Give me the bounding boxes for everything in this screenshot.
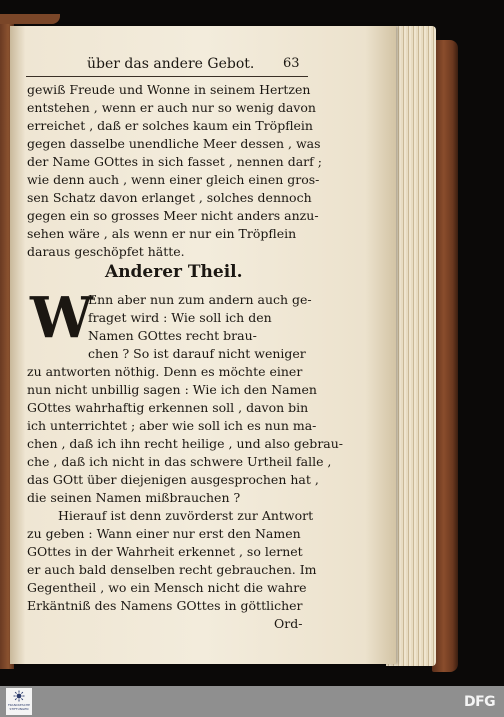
text-line: zu geben : Wann einer nur erst den Namen <box>27 526 301 541</box>
page-number: 63 <box>283 56 300 71</box>
text-line: Hierauf ist denn zuvörderst zur Antwort <box>58 508 314 523</box>
book-cover-top-corner <box>0 14 60 24</box>
text-line: daraus geschöpfet hätte. <box>27 244 185 259</box>
institution-logo[interactable] <box>6 688 32 715</box>
text-line: Gegentheil , wo ein Mensch nicht die wahre <box>27 580 307 595</box>
viewer-footer-bar <box>0 686 504 717</box>
text-line: chen , daß ich ihn recht heilige , und also gebrau- <box>27 436 344 451</box>
section-heading: Anderer Theil. <box>105 262 243 282</box>
text-line: zu antworten nöthig. Denn es möchte einer <box>27 364 303 379</box>
drop-cap: W <box>30 285 93 351</box>
text-line: erreichet , daß er solches kaum ein Tröpflein <box>27 118 313 133</box>
text-line: nun nicht unbillig sagen : Wie ich den Namen <box>27 382 317 397</box>
text-line: gegen ein so grosses Meer nicht anders anzu- <box>27 208 319 223</box>
text-line: Erkäntniß des Namens GOttes in göttlicher <box>27 598 303 613</box>
text-line: fraget wird : Wie soll ich den <box>88 310 272 325</box>
text-line: entstehen , wenn er auch nur so wenig davon <box>27 100 316 115</box>
text-line: gewiß Freude und Wonne in seinem Hertzen <box>27 82 311 97</box>
text-line: er auch bald denselben recht gebrauchen. Im <box>27 562 317 577</box>
logo-text: FRANCKESCHE STIFTUNGEN <box>7 703 31 711</box>
text-line: chen ? So ist darauf nicht weniger <box>88 346 306 361</box>
text-line: che , daß ich nicht in das schwere Urtheil falle , <box>27 454 332 469</box>
text-line: Enn aber nun zum andern auch ge- <box>88 292 312 307</box>
dfg-logo[interactable]: DFG <box>464 694 496 710</box>
text-line: gegen dasselbe unendliche Meer dessen , was <box>27 136 321 151</box>
text-line: GOttes in der Wahrheit erkennet , so lernet <box>27 544 303 559</box>
text-line: der Name GOttes in sich fasset , nennen darf ; <box>27 154 322 169</box>
text-line: sehen wäre , als wenn er nur ein Tröpflein <box>27 226 297 241</box>
running-header: über das andere Gebot. <box>87 56 255 72</box>
text-line: das GOtt über diejenigen ausgesprochen hat , <box>27 472 319 487</box>
text-line: die seinen Namen mißbrauchen ? <box>27 490 241 505</box>
text-line: sen Schatz davon erlanget , solches dennoch <box>27 190 312 205</box>
text-line: ich unterrichtet ; aber wie soll ich es nun ma- <box>27 418 317 433</box>
text-line: GOttes wahrhaftig erkennen soll , davon bin <box>27 400 309 415</box>
text-line: Namen GOttes recht brau- <box>88 328 257 343</box>
text-line: wie denn auch , wenn einer gleich einen gros- <box>27 172 320 187</box>
sun-logo-icon <box>13 690 25 702</box>
header-rule <box>26 76 308 77</box>
catchword: Ord- <box>274 616 303 631</box>
book-page <box>10 26 396 664</box>
